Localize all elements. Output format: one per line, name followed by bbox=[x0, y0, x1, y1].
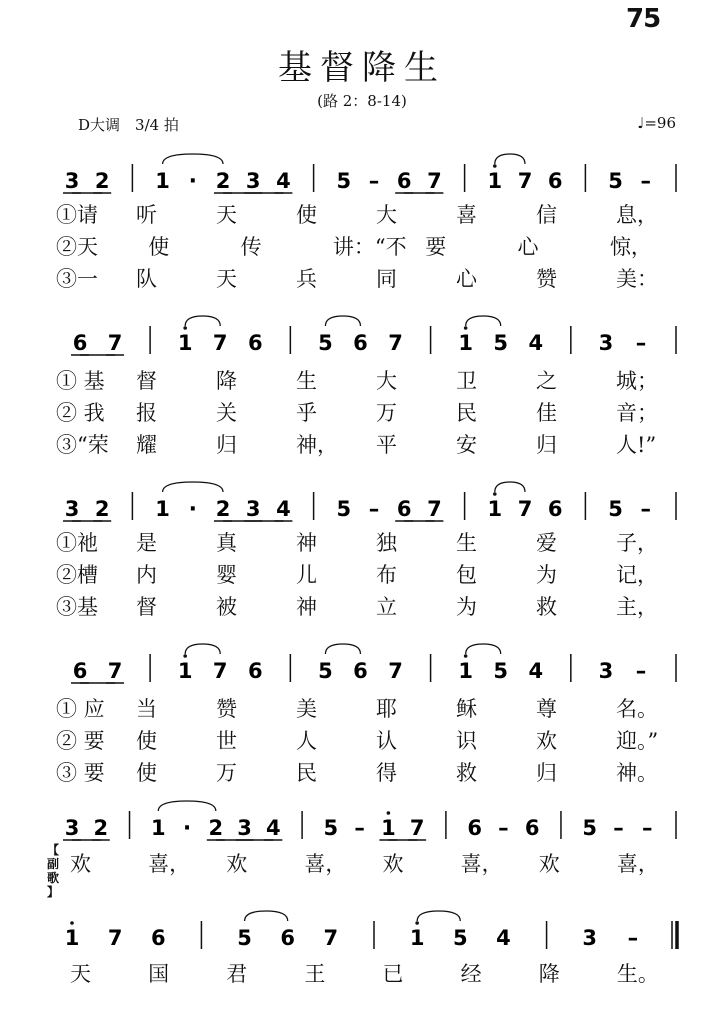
lyric-syllable: ①祂 bbox=[56, 531, 98, 555]
lyric-syllable: 安 bbox=[456, 433, 477, 457]
lyric-syllable: 王 bbox=[304, 962, 326, 986]
lyric-syllable: 已 bbox=[382, 962, 404, 986]
page-number: 75 bbox=[626, 4, 661, 34]
tie-slur bbox=[466, 644, 501, 654]
note: 6 bbox=[247, 659, 263, 683]
note: 7 bbox=[107, 331, 123, 355]
note: 1 bbox=[381, 816, 396, 840]
lyric-syllable: 美 bbox=[296, 697, 317, 721]
lyric-syllable: 救 bbox=[536, 595, 557, 619]
note: 5 bbox=[318, 659, 333, 683]
lyric-syllable: 迎。” bbox=[616, 729, 659, 753]
tie-slur bbox=[417, 911, 460, 921]
lyric-syllable: 得 bbox=[376, 761, 397, 785]
note: 6 bbox=[547, 169, 563, 193]
lyric-syllable: 当 bbox=[136, 697, 157, 721]
tie-slur bbox=[163, 482, 223, 492]
note: · bbox=[182, 816, 192, 841]
lyric-syllable: ② 要 bbox=[56, 729, 105, 753]
lyric-syllable: 兵 bbox=[296, 267, 317, 291]
lyric-syllable: ① 基 bbox=[56, 369, 105, 393]
tie-slur bbox=[325, 644, 360, 654]
lyric-syllable: 世 bbox=[216, 729, 237, 753]
lyric-syllable: 传 bbox=[240, 235, 262, 259]
lyric-syllable: 子， bbox=[616, 531, 658, 555]
tempo-marking: ♩=96 bbox=[637, 114, 676, 132]
note: 1 bbox=[177, 659, 193, 683]
lyric-syllable: 喜， bbox=[148, 852, 191, 876]
lyric-syllable: ③一 bbox=[56, 267, 98, 291]
lyric-syllable: 神， bbox=[296, 433, 338, 457]
note: 6 bbox=[353, 659, 368, 683]
lyric-syllable: 要 bbox=[425, 235, 447, 259]
lyric-syllable: 听 bbox=[136, 203, 157, 227]
lyric-syllable: 为 bbox=[536, 563, 557, 587]
note: 6 bbox=[72, 659, 88, 683]
lyric-syllable: 降 bbox=[216, 369, 237, 393]
note: 5 bbox=[493, 659, 509, 683]
lyric-syllable: 爱 bbox=[536, 531, 557, 555]
lyric-syllable: 喜 bbox=[456, 203, 477, 227]
note: 1 bbox=[487, 497, 503, 521]
note: 7 bbox=[427, 497, 442, 521]
note: – bbox=[635, 659, 647, 683]
lyric-syllable: 喜， bbox=[616, 852, 659, 876]
tie-slur bbox=[158, 801, 216, 811]
tie-slur bbox=[495, 482, 525, 492]
octave-dot bbox=[464, 654, 468, 658]
note: 4 bbox=[276, 169, 291, 193]
lyric-syllable: 认 bbox=[376, 729, 397, 753]
lyric-syllable: 信 bbox=[536, 203, 557, 227]
lyric-syllable: 天 bbox=[216, 203, 237, 227]
note: 1 bbox=[409, 926, 425, 950]
note: – bbox=[368, 497, 380, 521]
lyric-syllable: 卫 bbox=[456, 369, 477, 393]
lyric-syllable: 神 bbox=[296, 595, 317, 619]
lyric-syllable: 尊 bbox=[536, 697, 557, 721]
note: 5 bbox=[336, 169, 352, 193]
lyric-syllable: ① 应 bbox=[56, 697, 105, 721]
lyric-syllable: 音； bbox=[616, 401, 658, 425]
lyric-syllable: 识 bbox=[456, 729, 477, 753]
lyric-syllable: 真 bbox=[216, 531, 237, 555]
note: 7 bbox=[323, 926, 339, 950]
note: 1 bbox=[64, 926, 80, 950]
note: 1 bbox=[155, 497, 170, 521]
tie-slur bbox=[466, 316, 501, 326]
lyric-syllable: 惊， bbox=[609, 235, 652, 259]
lyric-syllable: ①请 bbox=[56, 203, 98, 227]
note: – bbox=[354, 816, 365, 840]
lyric-syllable: 喜， bbox=[304, 852, 347, 876]
lyric-syllable: 平 bbox=[376, 433, 397, 457]
lyric-syllable: 经 bbox=[460, 962, 482, 986]
octave-dot bbox=[183, 326, 187, 330]
note: 5 bbox=[336, 497, 352, 521]
lyric-syllable: 名。 bbox=[616, 697, 658, 721]
lyric-syllable: 督 bbox=[136, 595, 157, 619]
note: 4 bbox=[528, 659, 544, 683]
note: 6 bbox=[467, 816, 482, 840]
note: 4 bbox=[276, 497, 291, 521]
lyric-syllable: 关 bbox=[216, 401, 237, 425]
lyric-syllable: 欢 bbox=[536, 729, 557, 753]
lyric-syllable: ③ 要 bbox=[56, 761, 105, 785]
lyric-syllable: 为 bbox=[456, 595, 477, 619]
lyric-syllable: 稣 bbox=[456, 697, 477, 721]
lyric-syllable: 耀 bbox=[136, 433, 157, 457]
note: – bbox=[627, 926, 639, 950]
tie-slur bbox=[185, 316, 220, 326]
lyric-syllable: 万 bbox=[216, 761, 237, 785]
lyric-syllable: 生 bbox=[296, 369, 317, 393]
note: 6 bbox=[396, 497, 412, 521]
lyric-syllable: 乎 bbox=[296, 401, 317, 425]
note: 1 bbox=[150, 816, 166, 840]
lyric-syllable: 城； bbox=[616, 369, 658, 393]
lyric-syllable: 使 bbox=[136, 761, 157, 785]
note: 2 bbox=[215, 497, 231, 521]
note: 7 bbox=[517, 497, 533, 521]
lyric-syllable: 婴 bbox=[216, 563, 237, 587]
note: · bbox=[188, 169, 197, 194]
lyric-syllable: 心 bbox=[517, 235, 539, 259]
note: 1 bbox=[458, 331, 473, 355]
lyric-syllable: 人!” bbox=[616, 433, 657, 457]
lyric-syllable: 赞 bbox=[536, 267, 557, 291]
note: 7 bbox=[388, 331, 403, 355]
octave-dot bbox=[70, 921, 74, 925]
lyric-syllable: 独 bbox=[376, 531, 397, 555]
note: 5 bbox=[318, 331, 333, 355]
note: 1 bbox=[458, 659, 473, 683]
lyric-syllable: 内 bbox=[136, 563, 157, 587]
lyric-syllable: 归 bbox=[216, 433, 237, 457]
note: 7 bbox=[427, 169, 442, 193]
lyric-syllable: 督 bbox=[136, 369, 157, 393]
octave-dot bbox=[493, 492, 497, 496]
lyric-syllable: 使 bbox=[148, 235, 170, 259]
lyric-syllable: 万 bbox=[376, 401, 397, 425]
note: 6 bbox=[547, 497, 563, 521]
key-signature: D大调 3/4 拍 bbox=[78, 116, 179, 134]
lyric-syllable: 救 bbox=[456, 761, 477, 785]
note: 6 bbox=[72, 331, 88, 355]
note: 1 bbox=[487, 169, 503, 193]
note: – bbox=[368, 169, 380, 193]
hymn-title: 基督降生 bbox=[278, 48, 446, 88]
note: 6 bbox=[353, 331, 368, 355]
note: · bbox=[188, 497, 197, 522]
note: 5 bbox=[608, 497, 623, 521]
note: 3 bbox=[64, 816, 80, 840]
note: 1 bbox=[177, 331, 193, 355]
lyric-syllable: 耶 bbox=[376, 697, 397, 721]
lyric-syllable: 民 bbox=[456, 401, 477, 425]
note: – bbox=[640, 169, 652, 193]
tie-slur bbox=[495, 154, 525, 164]
octave-dot bbox=[387, 811, 391, 815]
note: 2 bbox=[93, 816, 109, 840]
lyric-syllable: 讲：“不 bbox=[332, 235, 407, 259]
lyric-syllable: 同 bbox=[376, 267, 397, 291]
lyric-syllable: 报 bbox=[136, 401, 157, 425]
lyric-syllable: 使 bbox=[296, 203, 317, 227]
tie-slur bbox=[185, 644, 220, 654]
lyric-syllable: 美： bbox=[616, 267, 658, 291]
lyric-syllable: 生 bbox=[456, 531, 477, 555]
note: 5 bbox=[237, 926, 252, 950]
lyric-syllable: 归 bbox=[536, 761, 557, 785]
octave-dot bbox=[493, 164, 497, 168]
note: 3 bbox=[582, 926, 598, 950]
note: – bbox=[635, 331, 647, 355]
note: 3 bbox=[64, 169, 80, 193]
note: – bbox=[613, 816, 624, 840]
note: 1 bbox=[155, 169, 170, 193]
note: 7 bbox=[107, 926, 123, 950]
note: 6 bbox=[280, 926, 296, 950]
lyric-syllable: 赞 bbox=[216, 697, 237, 721]
lyric-syllable: 是 bbox=[136, 531, 157, 555]
note: 7 bbox=[107, 659, 123, 683]
note: 3 bbox=[598, 331, 614, 355]
note: 6 bbox=[247, 331, 263, 355]
lyric-syllable: 神 bbox=[296, 531, 317, 555]
lyric-syllable: 布 bbox=[376, 563, 397, 587]
note: 5 bbox=[493, 331, 509, 355]
tie-slur bbox=[325, 316, 360, 326]
note: 4 bbox=[528, 331, 544, 355]
lyric-syllable: 队 bbox=[136, 267, 157, 291]
lyric-syllable: 立 bbox=[376, 595, 397, 619]
note: 2 bbox=[208, 816, 224, 840]
lyric-syllable: 大 bbox=[376, 369, 397, 393]
lyric-syllable: 佳 bbox=[536, 401, 557, 425]
note: 2 bbox=[94, 497, 110, 521]
note: 7 bbox=[409, 816, 425, 840]
lyric-syllable: 息， bbox=[616, 203, 658, 227]
note: 3 bbox=[598, 659, 614, 683]
lyric-syllable: ③“荣 bbox=[56, 433, 109, 457]
scripture-reference: (路 2：8-14) bbox=[317, 92, 407, 110]
lyric-syllable: 欢 bbox=[382, 852, 404, 876]
lyric-syllable: 儿 bbox=[296, 563, 317, 587]
lyric-syllable: 欢 bbox=[70, 852, 91, 876]
lyric-syllable: 心 bbox=[456, 267, 477, 291]
lyric-syllable: ②天 bbox=[56, 235, 98, 259]
note: 6 bbox=[150, 926, 166, 950]
octave-dot bbox=[464, 326, 468, 330]
note: – bbox=[498, 816, 509, 840]
note: 4 bbox=[496, 926, 511, 950]
lyric-syllable: 喜， bbox=[460, 852, 503, 876]
note: 7 bbox=[212, 331, 228, 355]
lyric-syllable: 国 bbox=[148, 962, 170, 986]
note: 5 bbox=[452, 926, 468, 950]
note: 3 bbox=[237, 816, 252, 840]
lyric-syllable: 使 bbox=[136, 729, 157, 753]
lyric-syllable: 人 bbox=[296, 729, 317, 753]
note: – bbox=[641, 816, 653, 840]
note: 3 bbox=[64, 497, 80, 521]
note: 7 bbox=[212, 659, 228, 683]
lyric-syllable: 欢 bbox=[226, 852, 248, 876]
lyric-syllable: 记， bbox=[616, 563, 658, 587]
lyric-syllable: ②槽 bbox=[56, 563, 98, 587]
lyric-syllable: 归 bbox=[536, 433, 557, 457]
note: 5 bbox=[582, 816, 598, 840]
note: 5 bbox=[323, 816, 339, 840]
lyric-syllable: 之 bbox=[536, 369, 557, 393]
tie-slur bbox=[163, 154, 223, 164]
note: 6 bbox=[396, 169, 412, 193]
note: 3 bbox=[245, 169, 261, 193]
note: – bbox=[640, 497, 652, 521]
note: 2 bbox=[94, 169, 110, 193]
lyric-syllable: 民 bbox=[296, 761, 317, 785]
lyric-syllable: 大 bbox=[376, 203, 397, 227]
octave-dot bbox=[183, 654, 187, 658]
octave-dot bbox=[415, 921, 419, 925]
lyric-syllable: 天 bbox=[216, 267, 237, 291]
lyric-syllable: ③基 bbox=[56, 595, 98, 619]
lyric-syllable: 生。 bbox=[616, 962, 659, 986]
note: 2 bbox=[215, 169, 231, 193]
tie-slur bbox=[245, 911, 288, 921]
lyric-syllable: 天 bbox=[70, 962, 91, 986]
note: 3 bbox=[245, 497, 261, 521]
lyric-syllable: 主， bbox=[616, 595, 658, 619]
lyric-syllable: 欢 bbox=[538, 852, 560, 876]
note: 7 bbox=[388, 659, 403, 683]
lyric-syllable: 神。 bbox=[616, 761, 658, 785]
chorus-label: 【 副 歌 】 bbox=[46, 843, 59, 899]
lyric-syllable: 被 bbox=[216, 595, 237, 619]
note: 6 bbox=[524, 816, 540, 840]
lyric-syllable: 包 bbox=[456, 563, 477, 587]
lyric-syllable: 降 bbox=[538, 962, 560, 986]
note: 5 bbox=[608, 169, 623, 193]
note: 4 bbox=[266, 816, 281, 840]
lyric-syllable: 君 bbox=[226, 962, 248, 986]
lyric-syllable: ② 我 bbox=[56, 401, 105, 425]
note: 7 bbox=[517, 169, 533, 193]
